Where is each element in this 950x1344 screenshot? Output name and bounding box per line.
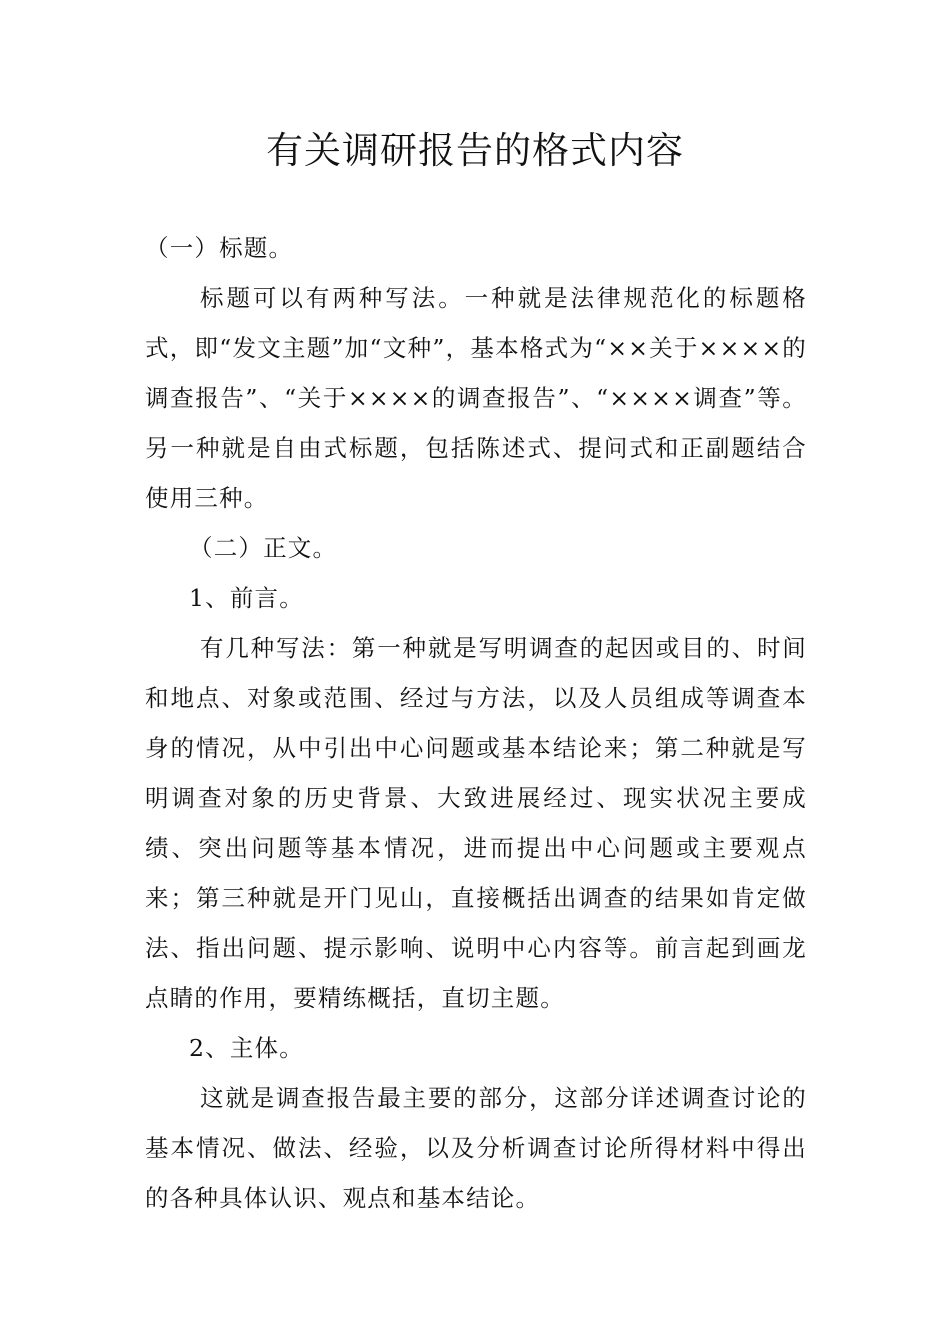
- paragraph-title-formats: 标题可以有两种写法。一种就是法律规范化的标题格式，即“发文主题”加“文种”，基本格式为“××关于××××的调查报告”、“关于××××的调查报告”、“××××调查”等。另一种就是自由式标题，包括陈述式、提问式和正副题结合使用三种。: [145, 284, 807, 512]
- document-body: [145, 223, 807, 1223]
- paragraph-main-body: 这就是调查报告最主要的部分，这部分详述调查讨论的基本情况、做法、经验，以及分析调查讨论所得材料中得出的各种具体认识、观点和基本结论。: [145, 1084, 807, 1212]
- subheading-main-body: 2、主体。: [189, 1034, 304, 1062]
- section-heading-body: （二）正文。: [189, 534, 338, 562]
- subheading-preface: 1、前言。: [189, 584, 304, 612]
- paragraph-preface: 有几种写法：第一种就是写明调查的起因或目的、时间和地点、对象或范围、经过与方法，以及人员组成等调查本身的情况，从中引出中心问题或基本结论来；第二种就是写明调查对象的历史背景、大致进展经过、现实状况主要成绩、突出问题等基本情况，进而提出中心问题或主要观点来；第三种就是开门见山，直接概括出调查的结果如肯定做法、指出问题、提示影响、说明中心内容等。前言起到画龙点睛的作用，要精练概括，直切主题。: [145, 634, 807, 1012]
- document-title: 有关调研报告的格式内容: [266, 129, 684, 172]
- section-heading-title: （一）标题。: [145, 234, 294, 262]
